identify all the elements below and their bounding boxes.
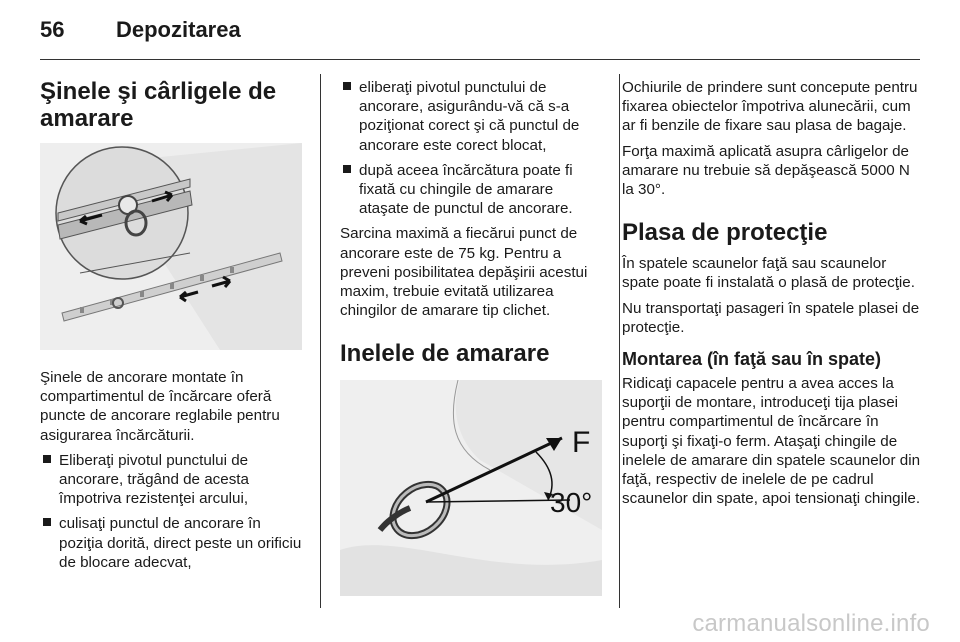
bullet-icon (343, 82, 351, 90)
column-divider-1 (320, 74, 321, 608)
net-intro: În spatele scaunelor faţă sau scaunelor spate poate fi instalată o plasă de protecţie. (622, 255, 915, 292)
column-divider-2 (619, 74, 620, 608)
rails-intro: Şinele de ancorare montate în compartimentul de încărcare oferă puncte de ancorare reglabile pentru asigurarea încărcăturii. (40, 369, 280, 444)
page-header (0, 0, 960, 62)
lashing-ring-illustration (340, 380, 602, 596)
mounting-subheading: Montarea (în faţă sau în spate) (622, 349, 882, 370)
list-item-text: Eliberaţi pivotul punctului de ancorare, trăgând de acesta împotriva rezistenţei arcului, (59, 451, 249, 508)
list-item-text: eliberaţi pivotul punctului de ancorare, asigurându-vă că s-a poziţionat corect şi că punctul de ancorare este corect blocat, (359, 79, 580, 154)
list-item (40, 451, 302, 509)
column-3 (622, 78, 922, 508)
cargo-rail-drawing (40, 143, 302, 350)
column-1 (40, 78, 302, 578)
list-item (340, 161, 602, 219)
mounting-paragraph: Ridicaţi capacele pentru a avea acces la suporţii de montare, introduceţi tija plasei pentru compartimentul de încărcare în suporţi şi fixaţi-o ferm. Ataşaţi chingile de inelele de amarare din spatele scaunelor din faţă, respectiv de inelele de pe cadrul scaunelor din spate, apoi tensionaţi chingile. (622, 375, 921, 508)
angle-label: 30° (550, 487, 593, 519)
max-force-paragraph: Forţa maximă aplicată asupra cârligelor de amarare nu trebuie să depăşească 5000 N la 30°. (622, 142, 910, 199)
lashing-ring-drawing (340, 380, 602, 596)
page-number: 56 (40, 17, 65, 42)
section-title: Depozitarea (116, 17, 241, 42)
force-label: F (572, 426, 591, 460)
list-item (340, 78, 602, 155)
rings-paragraph: Ochiurile de prindere sunt concepute pentru fixarea obiectelor împotriva alunecării, cum ar fi benzile de fixare sau plasa de bagaje. (622, 79, 918, 135)
bullet-icon (343, 165, 351, 173)
net-heading: Plasa de protecţie (622, 219, 828, 247)
list-item-text: culisaţi punctul de ancorare în poziţia dorită, direct peste un orificiu de blocare adecvat, (59, 515, 302, 571)
rails-steps-list-cont (340, 78, 602, 218)
bullet-icon (43, 518, 51, 526)
rails-heading: Şinele şi cârligele de amarare (40, 78, 277, 132)
bullet-icon (43, 455, 51, 463)
net-warning: Nu transportaţi pasageri în spatele plasei de protecţie. (622, 299, 920, 336)
column-2 (340, 78, 602, 596)
max-load-paragraph: Sarcina maximă a fiecărui punct de ancorare este de 75 kg. Pentru a preveni posibilitatea depăşirii acestui maxim, trebuie evitată utilizarea chingilor de amarare tip clichet. (340, 225, 588, 320)
list-item (40, 514, 302, 572)
list-item-text: după aceea încărcătura poate fi fixată cu chingile de amarare ataşate de punctul de ancorare. (359, 161, 573, 218)
rings-heading: Inelele de amarare (340, 340, 550, 368)
watermark: carmanualsonline.info (692, 610, 930, 637)
header-rule (40, 59, 920, 60)
rails-steps-list (40, 451, 302, 572)
cargo-rail-illustration (40, 143, 302, 350)
